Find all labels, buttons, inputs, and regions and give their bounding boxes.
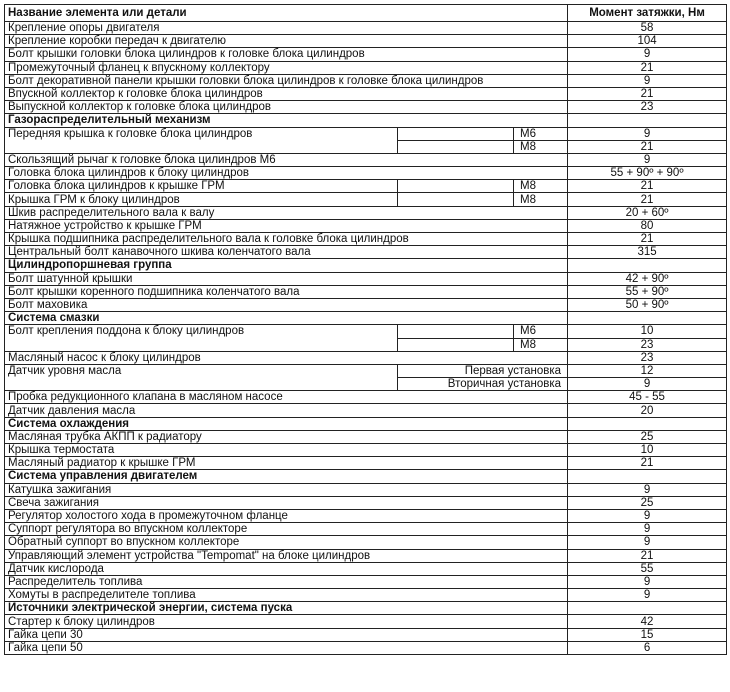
item-value: 23 <box>568 338 727 351</box>
table-row <box>5 562 727 575</box>
item-name: Крепление коробки передач к двигателю <box>5 35 568 48</box>
table-row <box>5 180 727 193</box>
section-value-cell <box>568 312 727 325</box>
item-value: 21 <box>568 233 727 246</box>
table-row <box>5 246 727 259</box>
table-row <box>5 87 727 100</box>
table-row <box>5 615 727 628</box>
table-row <box>5 523 727 536</box>
table-row <box>5 457 727 470</box>
item-name: Хомуты в распределителе топлива <box>5 589 568 602</box>
item-subtype: Вторичная установка <box>398 378 568 391</box>
item-value: 9 <box>568 127 727 140</box>
item-name: Промежуточный фланец к впускному коллектору <box>5 61 568 74</box>
item-value: 9 <box>568 536 727 549</box>
table-header-row <box>5 5 727 22</box>
table-row <box>5 22 727 35</box>
torque-table-sheet <box>4 4 726 655</box>
item-name: Пробка редукционного клапана в масляном насосе <box>5 391 568 404</box>
item-name: Распределитель топлива <box>5 575 568 588</box>
item-name: Крепление опоры двигателя <box>5 22 568 35</box>
item-name: Масляный радиатор к крышке ГРМ <box>5 457 568 470</box>
item-value: 25 <box>568 430 727 443</box>
item-value: 58 <box>568 22 727 35</box>
table-row <box>5 48 727 61</box>
item-value: 9 <box>568 378 727 391</box>
item-value: 9 <box>568 48 727 61</box>
table-row <box>5 496 727 509</box>
item-name: Крышка ГРМ к блоку цилиндров <box>5 193 398 206</box>
section-row <box>5 470 727 483</box>
item-value: 12 <box>568 364 727 377</box>
table-row <box>5 61 727 74</box>
table-row <box>5 127 727 140</box>
column-header-value: Момент затяжки, Нм <box>568 5 727 22</box>
section-row <box>5 417 727 430</box>
table-row <box>5 589 727 602</box>
torque-table <box>4 4 727 655</box>
item-name: Катушка зажигания <box>5 483 568 496</box>
item-subtype: М6 <box>514 325 568 338</box>
item-value: 20 + 60º <box>568 206 727 219</box>
section-value-cell <box>568 602 727 615</box>
item-subtype: М8 <box>514 193 568 206</box>
item-value: 55 <box>568 562 727 575</box>
table-row <box>5 233 727 246</box>
item-name: Головка блока цилиндров к крышке ГРМ <box>5 180 398 193</box>
item-value: 9 <box>568 74 727 87</box>
item-name: Крышка термостата <box>5 444 568 457</box>
item-subtype: М8 <box>514 140 568 153</box>
section-title: Цилиндропоршневая группа <box>5 259 568 272</box>
section-row <box>5 259 727 272</box>
item-name: Датчик уровня масла <box>5 364 398 390</box>
item-value: 21 <box>568 87 727 100</box>
item-value: 21 <box>568 549 727 562</box>
section-row <box>5 114 727 127</box>
item-name: Болт крышки коренного подшипника коленчатого вала <box>5 285 568 298</box>
item-spacer <box>398 140 514 153</box>
item-name: Масляная трубка АКПП к радиатору <box>5 430 568 443</box>
item-value: 21 <box>568 61 727 74</box>
table-row <box>5 404 727 417</box>
item-value: 21 <box>568 180 727 193</box>
item-value: 20 <box>568 404 727 417</box>
item-name: Впускной коллектор к головке блока цилиндров <box>5 87 568 100</box>
item-subtype: М8 <box>514 180 568 193</box>
table-row <box>5 206 727 219</box>
table-row <box>5 35 727 48</box>
item-value: 45 - 55 <box>568 391 727 404</box>
table-row <box>5 153 727 166</box>
item-value: 23 <box>568 101 727 114</box>
item-value: 25 <box>568 496 727 509</box>
item-spacer <box>398 193 514 206</box>
item-value: 42 + 90º <box>568 272 727 285</box>
item-value: 315 <box>568 246 727 259</box>
item-value: 10 <box>568 444 727 457</box>
item-name: Стартер к блоку цилиндров <box>5 615 568 628</box>
section-title: Система управления двигателем <box>5 470 568 483</box>
table-row <box>5 364 727 377</box>
table-row <box>5 285 727 298</box>
section-value-cell <box>568 114 727 127</box>
torque-table-body <box>5 5 727 655</box>
item-value: 23 <box>568 351 727 364</box>
item-name: Выпускной коллектор к головке блока цилиндров <box>5 101 568 114</box>
table-row <box>5 272 727 285</box>
item-value: 55 + 90º + 90º <box>568 167 727 180</box>
item-value: 9 <box>568 509 727 522</box>
item-spacer <box>398 338 514 351</box>
table-row <box>5 219 727 232</box>
item-value: 9 <box>568 483 727 496</box>
item-name: Шкив распределительного вала к валу <box>5 206 568 219</box>
table-row <box>5 549 727 562</box>
item-name: Суппорт регулятора во впускном коллекторе <box>5 523 568 536</box>
section-title: Источники электрической энергии, система пуска <box>5 602 568 615</box>
item-value: 50 + 90º <box>568 298 727 311</box>
section-title: Система охлаждения <box>5 417 568 430</box>
item-subtype: М6 <box>514 127 568 140</box>
item-name: Гайка цепи 30 <box>5 628 568 641</box>
item-name: Болт декоративной панели крышки головки блока цилиндров к головке блока цилиндров <box>5 74 568 87</box>
item-name: Управляющий элемент устройства "Tempomat" на блоке цилиндров <box>5 549 568 562</box>
item-name: Свеча зажигания <box>5 496 568 509</box>
item-subtype: М8 <box>514 338 568 351</box>
item-value: 6 <box>568 641 727 654</box>
item-value: 104 <box>568 35 727 48</box>
table-row <box>5 193 727 206</box>
item-value: 9 <box>568 575 727 588</box>
item-subtype: Первая установка <box>398 364 568 377</box>
item-name: Датчик кислорода <box>5 562 568 575</box>
table-row <box>5 536 727 549</box>
table-row <box>5 444 727 457</box>
section-title: Система смазки <box>5 312 568 325</box>
table-row <box>5 509 727 522</box>
item-name: Передняя крышка к головке блока цилиндров <box>5 127 398 153</box>
section-row <box>5 312 727 325</box>
item-name: Регулятор холостого хода в промежуточном фланце <box>5 509 568 522</box>
table-row <box>5 575 727 588</box>
item-name: Натяжное устройство к крышке ГРМ <box>5 219 568 232</box>
item-value: 80 <box>568 219 727 232</box>
item-value: 21 <box>568 140 727 153</box>
item-name: Обратный суппорт во впускном коллекторе <box>5 536 568 549</box>
table-row <box>5 167 727 180</box>
item-value: 9 <box>568 589 727 602</box>
item-name: Головка блока цилиндров к блоку цилиндров <box>5 167 568 180</box>
item-name: Крышка подшипника распределительного вала к головке блока цилиндров <box>5 233 568 246</box>
item-name: Датчик давления масла <box>5 404 568 417</box>
item-name: Скользящий рычаг к головке блока цилиндров М6 <box>5 153 568 166</box>
section-title: Газораспределительный механизм <box>5 114 568 127</box>
item-name: Масляный насос к блоку цилиндров <box>5 351 568 364</box>
item-name: Болт маховика <box>5 298 568 311</box>
item-value: 10 <box>568 325 727 338</box>
section-value-cell <box>568 470 727 483</box>
item-value: 21 <box>568 457 727 470</box>
table-row <box>5 325 727 338</box>
table-row <box>5 483 727 496</box>
item-value: 55 + 90º <box>568 285 727 298</box>
item-value: 9 <box>568 523 727 536</box>
item-value: 42 <box>568 615 727 628</box>
item-name: Болт шатунной крышки <box>5 272 568 285</box>
item-spacer <box>398 325 514 338</box>
section-value-cell <box>568 417 727 430</box>
section-row <box>5 602 727 615</box>
table-row <box>5 74 727 87</box>
item-spacer <box>398 180 514 193</box>
section-value-cell <box>568 259 727 272</box>
item-value: 9 <box>568 153 727 166</box>
item-name: Гайка цепи 50 <box>5 641 568 654</box>
column-header-name: Название элемента или детали <box>5 5 568 22</box>
item-value: 21 <box>568 193 727 206</box>
table-row <box>5 351 727 364</box>
item-name: Центральный болт канавочного шкива коленчатого вала <box>5 246 568 259</box>
item-name: Болт крепления поддона к блоку цилиндров <box>5 325 398 351</box>
table-row <box>5 101 727 114</box>
table-row <box>5 391 727 404</box>
item-spacer <box>398 127 514 140</box>
table-row <box>5 641 727 654</box>
item-name: Болт крышки головки блока цилиндров к головке блока цилиндров <box>5 48 568 61</box>
item-value: 15 <box>568 628 727 641</box>
table-row <box>5 298 727 311</box>
table-row <box>5 430 727 443</box>
table-row <box>5 628 727 641</box>
